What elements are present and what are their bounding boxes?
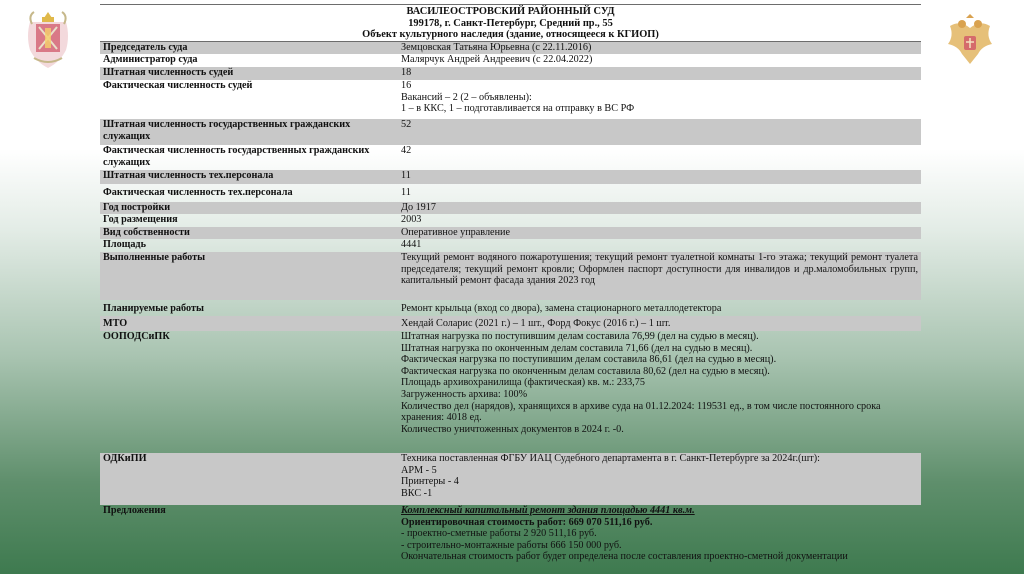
row-label: Председатель суда bbox=[103, 42, 188, 53]
heritage-status: Объект культурного наследия (здание, относящееся к КГИОП) bbox=[362, 29, 659, 41]
table-row bbox=[100, 67, 921, 80]
value-line: Количество дел (нарядов), хранящихся в архиве суда на 01.12.2024: 119531 ед., в том числе постоянного срока хранения: 4018 ед. bbox=[401, 400, 881, 424]
value-line: АРМ - 5 bbox=[401, 464, 437, 476]
row-value: 18 bbox=[401, 67, 412, 78]
value-line: 16 bbox=[401, 80, 412, 91]
row-value bbox=[398, 505, 921, 569]
row-label: МТО bbox=[103, 318, 128, 329]
value-line: Окончательная стоимость работ будет определена после составления проектно-сметной документации bbox=[401, 551, 848, 563]
row-value bbox=[398, 80, 921, 119]
row-value: 11 bbox=[401, 187, 411, 198]
value-line: Вакансий – 2 (2 – объявлены): bbox=[401, 91, 532, 103]
court-address: 199178, г. Санкт-Петербург, Средний пр., 55 bbox=[408, 17, 613, 29]
row-value: 42 bbox=[401, 145, 412, 156]
value-line: Принтеры - 4 bbox=[401, 476, 459, 488]
value-line: Количество уничтоженных документов в 2024 г. -0. bbox=[401, 423, 624, 435]
row-value: 4441 bbox=[401, 239, 422, 250]
row-value: Малярчук Андрей Андреевич (с 22.04.2022) bbox=[401, 54, 593, 65]
row-value: 2003 bbox=[401, 214, 422, 225]
row-label: Администратор суда bbox=[103, 54, 198, 65]
row-label: Штатная численность тех.персонала bbox=[103, 170, 274, 181]
value-line: - строительно-монтажные работы 666 150 000 руб. bbox=[401, 539, 622, 551]
row-label: Год постройки bbox=[103, 202, 171, 213]
row-value: Земцовская Татьяна Юрьевна (с 22.11.2016) bbox=[401, 42, 592, 53]
table-row bbox=[100, 300, 921, 316]
row-label: Фактическая численность тех.персонала bbox=[103, 187, 293, 198]
row-value: 11 bbox=[401, 170, 411, 181]
value-line: Техника поставленная ФГБУ ИАЦ Судебного департамента в г. Санкт-Петербурге за 2024г.(шт): bbox=[401, 453, 820, 464]
value-line: Загруженность архива: 100% bbox=[401, 388, 528, 400]
row-label: Штатная численность судей bbox=[103, 67, 234, 78]
eagle-emblem-icon bbox=[944, 14, 996, 70]
document-title bbox=[100, 5, 921, 42]
table-row bbox=[100, 331, 921, 453]
value-line: Штатная нагрузка по поступившим делам составила 76,99 (дел на судью в месяц). bbox=[401, 331, 759, 342]
proposal-title: Комплексный капитальный ремонт здания площадью 4441 кв.м. bbox=[401, 505, 695, 516]
court-name: ВАСИЛЕОСТРОВСКИЙ РАЙОННЫЙ СУД bbox=[406, 6, 615, 17]
row-label: Выполненные работы bbox=[103, 252, 206, 263]
table-row bbox=[100, 316, 921, 331]
value-line: 1 – в ККС, 1 – подготавливается на отправку в ВС РФ bbox=[401, 103, 635, 115]
row-label: ООПОДСиПК bbox=[103, 331, 170, 342]
row-label: ОДКиПИ bbox=[103, 453, 147, 464]
value-line: Штатная нагрузка по оконченным делам составила 71,66 (дел на судью в месяц). bbox=[401, 342, 753, 354]
row-value bbox=[398, 331, 921, 453]
spb-coat-of-arms-icon bbox=[22, 6, 74, 70]
row-value: До 1917 bbox=[401, 202, 436, 213]
table-row bbox=[100, 453, 921, 505]
value-line: ВКС -1 bbox=[401, 487, 433, 499]
row-value: Текущий ремонт водяного пожаротушения; текущий ремонт туалетной комнаты 1-го этажа; текущий ремонт туалета председателя; текущий ремонт кровли; Оформлен паспорт доступности для инвалидов и др.маломобильных групп, капитальный ремонт фасада здания 2023 год bbox=[401, 252, 918, 287]
row-value bbox=[398, 453, 921, 505]
table-row bbox=[100, 505, 921, 569]
row-label: Штатная численность государственных гражданских служащих bbox=[103, 119, 351, 142]
proposal-cost: Ориентировочная стоимость работ: 669 070 511,16 руб. bbox=[401, 516, 653, 528]
row-value: 52 bbox=[401, 119, 412, 130]
row-value: Ремонт крыльца (вход со двора), замена стационарного металлодетектора bbox=[401, 303, 722, 314]
table-row bbox=[100, 202, 921, 214]
value-line: - проектно-сметные работы 2 920 511,16 руб. bbox=[401, 528, 597, 540]
value-line: Площадь архивохранилища (фактическая) кв. м.: 233,75 bbox=[401, 377, 645, 389]
value-line: Фактическая нагрузка по оконченным делам составила 80,62 (дел на судью в месяц). bbox=[401, 365, 770, 377]
row-value: Оперативное управление bbox=[401, 227, 511, 238]
court-info-table bbox=[100, 4, 921, 569]
value-line: Фактическая нагрузка по поступившим делам составила 86,61 (дел на судью в месяц). bbox=[401, 354, 777, 366]
table-row bbox=[100, 239, 921, 252]
table-row bbox=[100, 227, 921, 239]
row-value: Хендай Соларис (2021 г.) – 1 шт., Форд Фокус (2016 г.) – 1 шт. bbox=[401, 318, 671, 329]
row-label: Год размещения bbox=[103, 214, 178, 225]
row-label: Фактическая численность судей bbox=[103, 80, 253, 91]
row-label: Фактическая численность государственных гражданских служащих bbox=[103, 145, 370, 168]
row-label: Предложения bbox=[103, 505, 166, 516]
table-row bbox=[100, 80, 921, 119]
row-label: Вид собственности bbox=[103, 227, 190, 238]
table-row bbox=[100, 42, 921, 54]
table-row bbox=[100, 252, 921, 300]
table-row bbox=[100, 214, 921, 227]
table-row bbox=[100, 145, 921, 170]
row-label: Планируемые работы bbox=[103, 303, 204, 314]
table-row bbox=[100, 54, 921, 67]
table-row bbox=[100, 170, 921, 184]
row-label: Площадь bbox=[103, 239, 146, 250]
table-row bbox=[100, 119, 921, 145]
table-row bbox=[100, 184, 921, 202]
